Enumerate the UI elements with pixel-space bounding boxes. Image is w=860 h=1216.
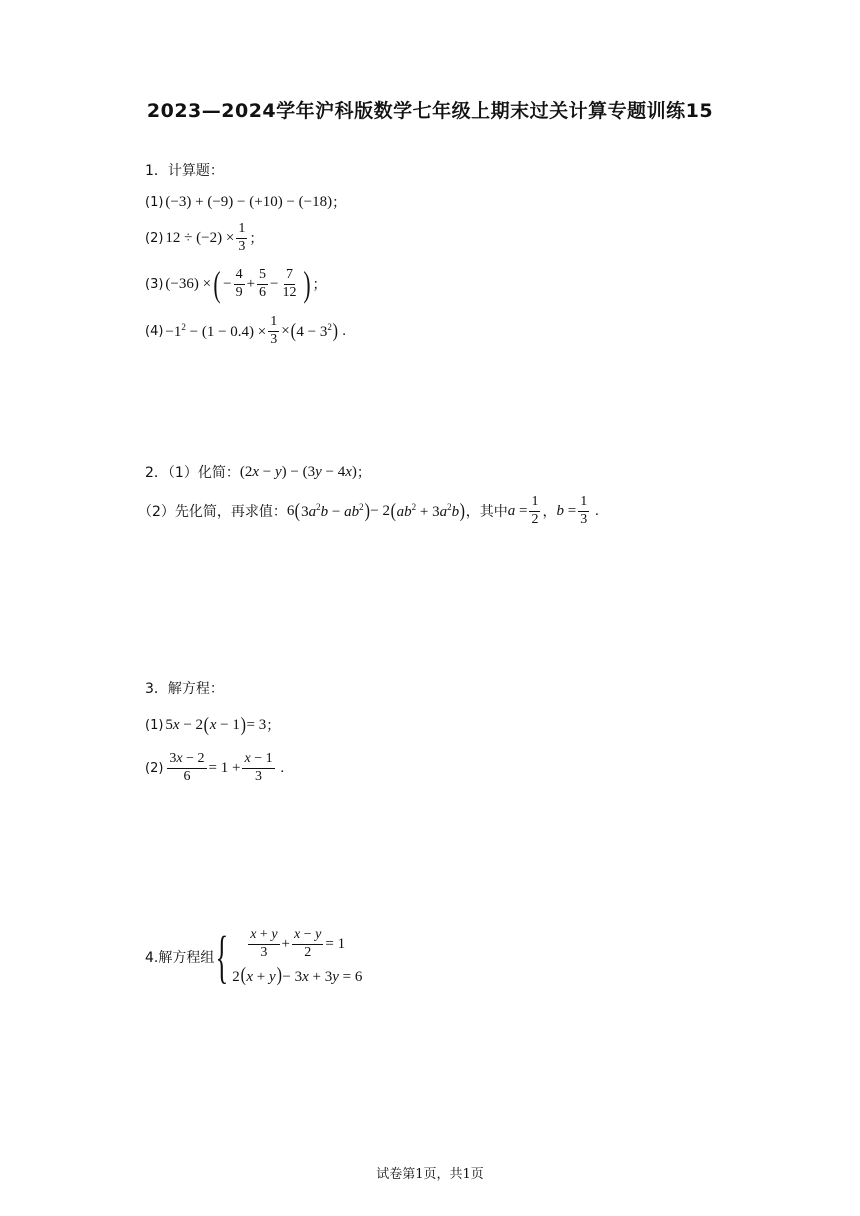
q3-part2-number: (2) <box>145 760 164 776</box>
q2-where-label: ，其中 <box>465 504 508 521</box>
q1-part2: (2) 12 ÷ (−2) × $\frac{1}{3}$ ； <box>145 221 264 254</box>
q1-part1-expression: (−3) + (−9) − (+10) − (−18) <box>165 193 333 210</box>
q2-part2-expression: 6 <box>286 502 295 519</box>
q1-part4-number: (4) <box>145 323 164 339</box>
equation-system <box>232 928 362 985</box>
q2-part1: 2．（1）化简： (2x − y) − (3y − 4x) ； <box>145 463 371 481</box>
page-footer: 试卷第1页，共1页 <box>376 1167 484 1182</box>
q3-part2-left-fraction: $\frac{3x - 2}{6}$ <box>169 751 205 784</box>
equation-2: 2(x + y)− 3x + 3y = 6 <box>232 963 363 986</box>
q3-part2: (2) $\frac{3x - 2}{6}$ = 1 + $\frac{x - 1}{3}$ . <box>145 751 285 784</box>
q1-part3-expression: (−36) × <box>165 275 212 292</box>
q1-part1-number: (1) <box>145 194 164 210</box>
q1-part1: (1) (−3) + (−9) − (+10) − (−18) ； <box>145 193 347 211</box>
q4-label: 4.解方程组 <box>145 950 215 966</box>
q2-part2: （2）先化简，再求值： 6 ( $3a^2b - ab^2$ ) − 2 ( $ab^2 + 3a^2b$ ) ，其中 a = $\frac{1}{2}$ ， b = $\frac{1}{3}$ . <box>138 494 599 527</box>
q2-part1-label: 2．（1）化简： <box>145 465 240 481</box>
q3-part1-number: (1) <box>145 717 164 733</box>
q3-heading: 3．解方程： <box>145 681 224 697</box>
equation-1: $\frac{x + y}{3}$ + $\frac{x - y}{2}$ = 1 <box>250 927 346 960</box>
q4 <box>145 924 363 989</box>
page-title: 2023—2024学年沪科版数学七年级上期末过关计算专题训练15 <box>146 100 714 122</box>
q3-part2-right-fraction: $\frac{x - 1}{3}$ <box>244 751 273 784</box>
q1-part2-number: (2) <box>145 230 164 246</box>
q1-heading: 1．计算题： <box>145 163 224 179</box>
q3-part1: (1) 5x − 2 ( x − 1 ) = 3 ； <box>145 714 281 736</box>
system-brace: { <box>216 924 229 989</box>
q2-part1-expression: (2x − y) − (3y − 4x) <box>239 463 357 480</box>
q1-part2-expression: 12 ÷ (−2) × <box>165 229 235 246</box>
fraction-1-3: $\frac{1}{3}$ <box>238 221 246 254</box>
q2-part2-label: （2）先化简，再求值： <box>138 504 287 521</box>
q3-part1-expression: 5x − 2 <box>165 716 204 733</box>
q1-part3-number: (3) <box>145 276 164 292</box>
q1-part4-expression: $-1^2 - (1 - 0.4)$ × <box>165 321 267 340</box>
q1-part4: (4) $-1^2 - (1 - 0.4)$ × $\frac{1}{3}$ × ( $4 - 3^2$ ) . <box>145 314 347 347</box>
q1-part3: (3) (−36) × ( − $\frac{4}{9}$ + $\frac{5}{6}$ − $\frac{7}{12}$ ) ； <box>145 264 327 304</box>
